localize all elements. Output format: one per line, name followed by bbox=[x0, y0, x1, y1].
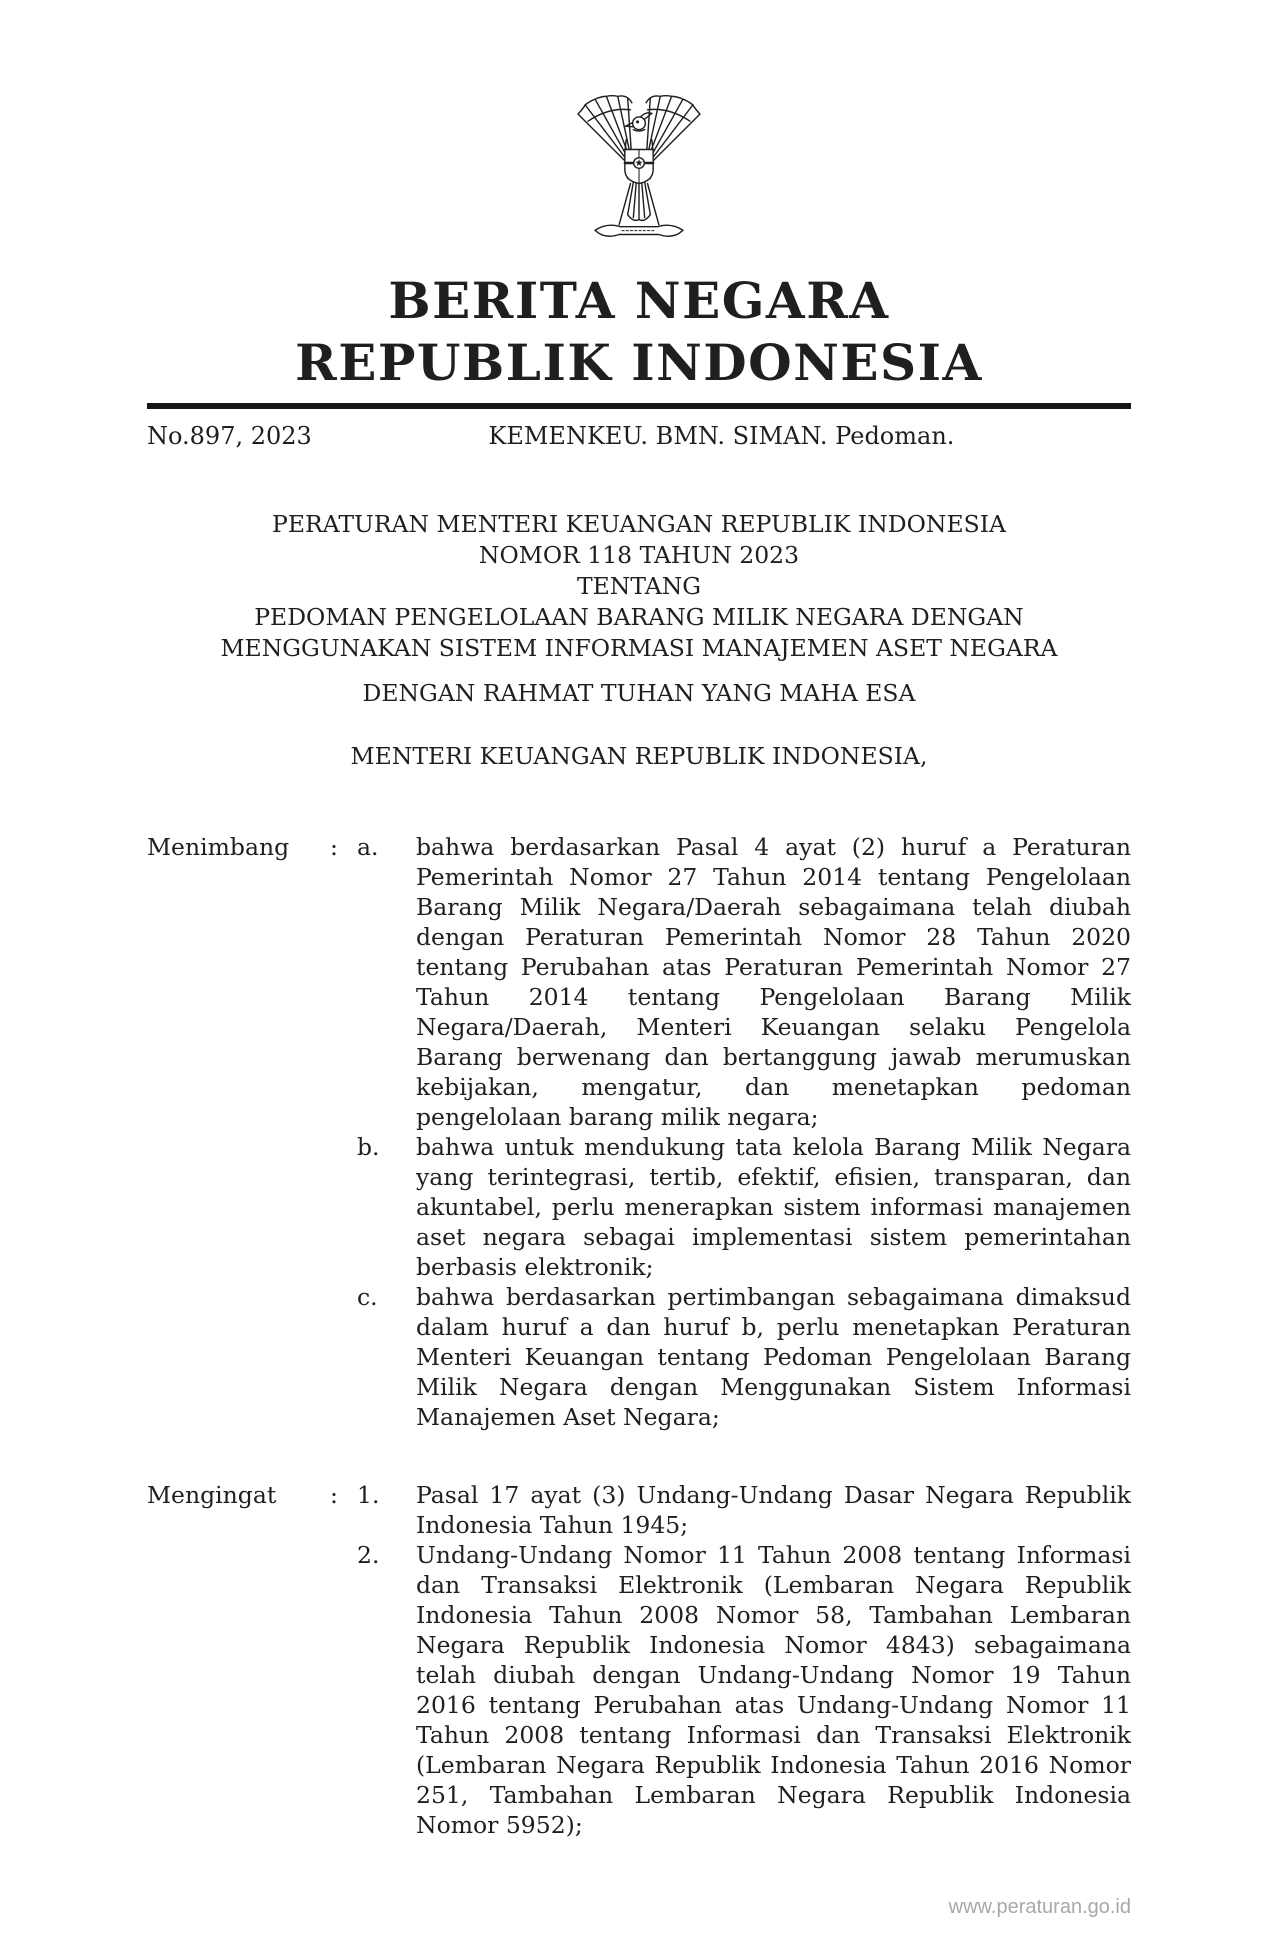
empty-label-cell bbox=[147, 1540, 330, 1840]
item-text: Undang-Undang Nomor 11 Tahun 2008 tentang Informasi dan Transaksi Elektronik (Lembaran Negara Republik Indonesia Tahun 2008 Nomor 58, Tambahan Lembaran Negara Republik Indonesia Nomor 4843) sebagaimana telah diubah dengan Undang-Undang Nomor 19 Tahun 2016 tentang Perubahan atas Undang-Undang Nomor 11 Tahun 2008 tentang Informasi dan Transaksi Elektronik (Lembaran Negara Republik Indonesia Tahun 2016 Nomor 251, Tambahan Lembaran Negara Republik Indonesia Nomor 5952); bbox=[416, 1541, 1131, 1839]
masthead-rule bbox=[147, 403, 1131, 409]
empty-colon-cell bbox=[330, 1540, 357, 1840]
item-marker: b. bbox=[357, 1133, 380, 1161]
masthead-title-line2: REPUBLIK INDONESIA bbox=[295, 333, 983, 392]
preamble bbox=[147, 832, 1131, 1840]
invocation-line: DENGAN RAHMAT TUHAN YANG MAHA ESA bbox=[362, 679, 916, 707]
regulation-tentang-line: TENTANG bbox=[576, 572, 702, 600]
empty-colon-cell bbox=[330, 1282, 357, 1432]
mengingat-colon: : bbox=[330, 1481, 338, 1509]
item-marker: a. bbox=[357, 833, 379, 861]
regulation-title-line: PERATURAN MENTERI KEUANGAN REPUBLIK INDONESIA bbox=[272, 510, 1006, 538]
item-text: Pasal 17 ayat (3) Undang-Undang Dasar Negara Republik Indonesia Tahun 1945; bbox=[416, 1481, 1131, 1539]
mengingat-section bbox=[147, 1480, 1131, 1840]
item-marker: c. bbox=[357, 1283, 378, 1311]
preamble-item bbox=[147, 1132, 1131, 1282]
garuda-pancasila-emblem-icon bbox=[147, 0, 1131, 260]
mengingat-label: Mengingat bbox=[147, 1481, 277, 1509]
preamble-item bbox=[147, 832, 1131, 1132]
issue-line bbox=[147, 421, 1131, 451]
footer-watermark-url: www.peraturan.go.id bbox=[948, 1896, 1131, 1918]
menimbang-section bbox=[147, 832, 1131, 1432]
empty-colon-cell bbox=[330, 1132, 357, 1282]
menimbang-colon: : bbox=[330, 833, 338, 861]
regulation-title-block bbox=[147, 509, 1131, 772]
item-text: bahwa berdasarkan pertimbangan sebagaimana dimaksud dalam huruf a dan huruf b, perlu menetapkan Peraturan Menteri Keuangan tentang Pedoman Pengelolaan Barang Milik Negara dengan Menggunakan Sistem Informasi Manajemen Aset Negara; bbox=[416, 1283, 1131, 1431]
item-text: bahwa untuk mendukung tata kelola Barang Milik Negara yang terintegrasi, tertib, efektif, efisien, transparan, dan akuntabel, perlu menerapkan sistem informasi manajemen aset negara sebagai implementasi sistem pemerintahan berbasis elektronik; bbox=[416, 1133, 1131, 1281]
item-marker: 2. bbox=[357, 1541, 380, 1569]
empty-label-cell bbox=[147, 1282, 330, 1432]
preamble-item bbox=[147, 1282, 1131, 1432]
regulation-subject-line-1: PEDOMAN PENGELOLAAN BARANG MILIK NEGARA DENGAN bbox=[254, 603, 1024, 631]
masthead-title-line1: BERITA NEGARA bbox=[388, 271, 890, 330]
preamble-item bbox=[147, 1480, 1131, 1540]
issue-number: No.897, 2023 bbox=[147, 422, 312, 450]
item-marker: 1. bbox=[357, 1481, 380, 1509]
issue-subject: KEMENKEU. BMN. SIMAN. Pedoman. bbox=[488, 422, 955, 450]
masthead bbox=[147, 270, 1131, 394]
regulation-subject-line-2: MENGGUNAKAN SISTEM INFORMASI MANAJEMEN ASET NEGARA bbox=[220, 634, 1058, 662]
authority-line: MENTERI KEUANGAN REPUBLIK INDONESIA, bbox=[350, 742, 928, 770]
item-text: bahwa berdasarkan Pasal 4 ayat (2) huruf a Peraturan Pemerintah Nomor 27 Tahun 2014 tentang Pengelolaan Barang Milik Negara/Daerah sebagaimana telah diubah dengan Peraturan Pemerintah Nomor 28 Tahun 2020 tentang Perubahan atas Peraturan Pemerintah Nomor 27 Tahun 2014 tentang Pengelolaan Barang Milik Negara/Daerah, Menteri Keuangan selaku Pengelola Barang berwenang dan bertanggung jawab merumuskan kebijakan, mengatur, dan menetapkan pedoman pengelolaan barang milik negara; bbox=[416, 833, 1131, 1131]
regulation-number-line: NOMOR 118 TAHUN 2023 bbox=[478, 541, 800, 569]
menimbang-label: Menimbang bbox=[147, 833, 290, 861]
preamble-item bbox=[147, 1540, 1131, 1840]
empty-label-cell bbox=[147, 1132, 330, 1282]
